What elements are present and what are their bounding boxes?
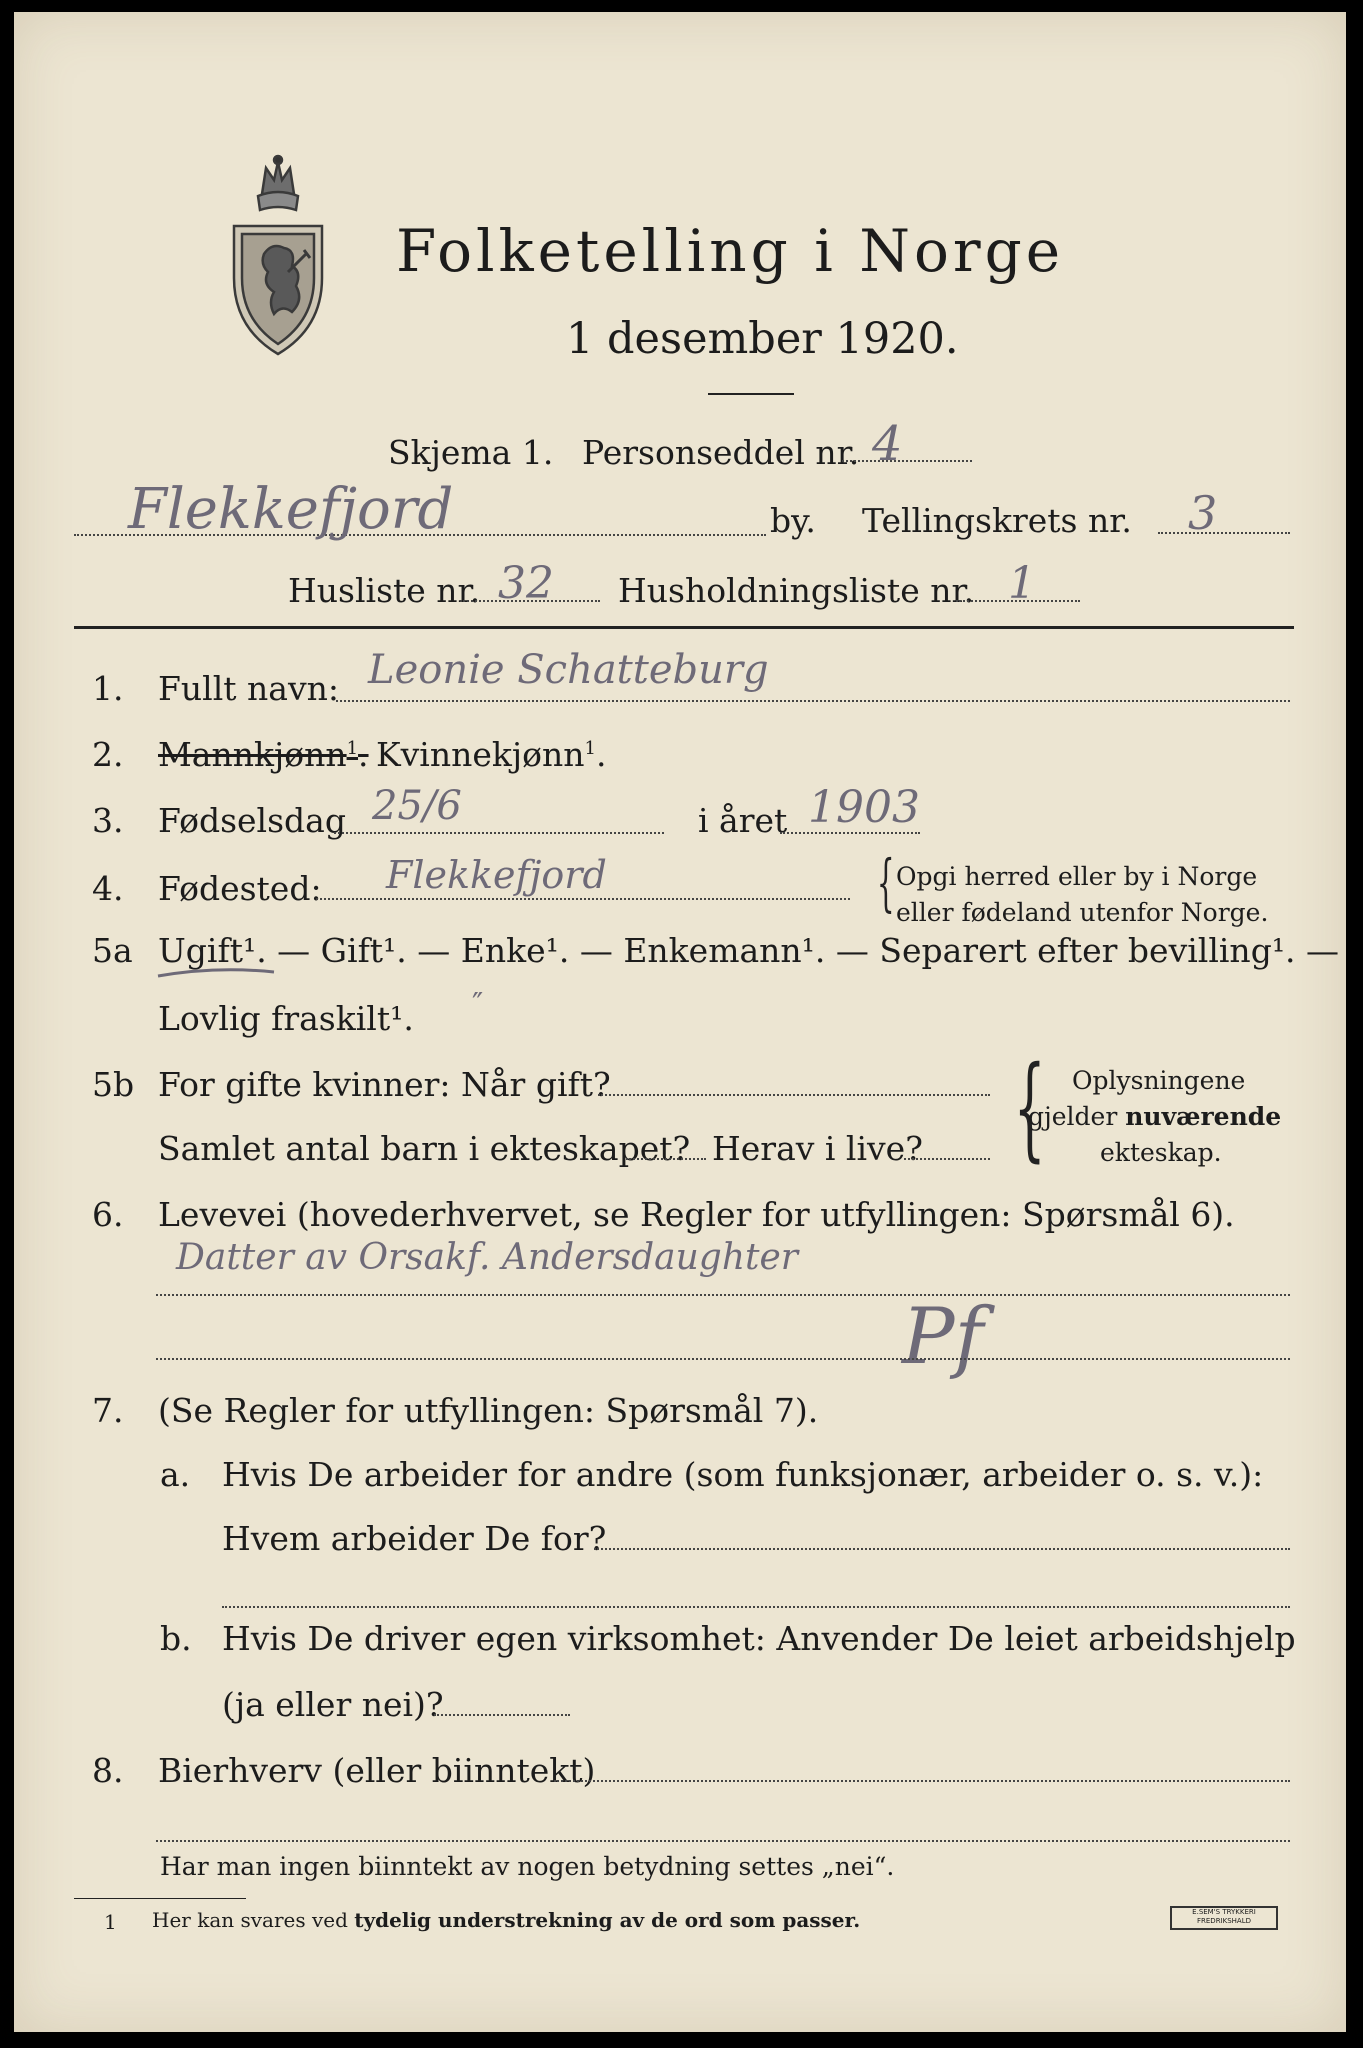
q7a-letter: a. xyxy=(160,1455,191,1494)
q3-year-label: i året xyxy=(698,801,788,840)
q5b-married-line xyxy=(598,1094,990,1096)
q8-answer-line2 xyxy=(156,1840,1290,1842)
norway-coat-of-arms-icon xyxy=(222,154,334,360)
q3-number: 3. xyxy=(92,801,124,840)
q7-label: (Se Regler for utfyllingen: Spørsmål 7). xyxy=(158,1391,819,1430)
q7a-answer-line1 xyxy=(594,1548,1290,1550)
q2-kvinne-option: Kvinnekjønn$^1$. xyxy=(376,735,607,774)
q5a-options-line2: Lovlig fraskilt¹. xyxy=(158,999,414,1038)
q5a-ditto-mark: ″ xyxy=(472,987,484,1022)
q5b-note3: ekteskap. xyxy=(1100,1138,1222,1167)
q7a-line1: Hvis De arbeider for andre (som funksjonær, arbeider o. s. v.): xyxy=(222,1455,1264,1494)
title-divider xyxy=(708,393,794,395)
q5b-note2b: nuværende xyxy=(1125,1102,1282,1131)
header-rule xyxy=(74,626,1294,629)
personseddel-line xyxy=(842,460,972,462)
form-title: Folketelling i Norge xyxy=(396,217,1065,285)
q5a-underline-mark-icon xyxy=(156,964,276,980)
husholdning-label: Husholdningsliste nr. xyxy=(618,571,975,610)
footnote-rule xyxy=(74,1898,246,1899)
q4-line xyxy=(316,898,850,900)
q4-value: Flekkefjord xyxy=(386,853,607,897)
printer-line2: FREDRIKSHALD xyxy=(1196,1917,1251,1925)
q3-value: 25/6 xyxy=(372,783,462,829)
q5b-note1: Oplysningene xyxy=(1072,1066,1246,1095)
q5b-alive-line xyxy=(904,1158,990,1160)
q8-note: Har man ingen biinntekt av nogen betydning settes „nei“. xyxy=(160,1852,895,1881)
q5b-note2a: gjelder xyxy=(1028,1102,1118,1131)
q3-year-value: 1903 xyxy=(808,782,920,833)
q6-line2 xyxy=(156,1358,1290,1360)
q5b-label3: Herav i live? xyxy=(712,1129,923,1168)
q8-number: 8. xyxy=(92,1751,124,1790)
footnote-text xyxy=(152,1910,860,1930)
printer-line1: E.SEM'S TRYKKERI xyxy=(1192,1908,1256,1916)
q4-note-line2: eller fødeland utenfor Norge. xyxy=(896,898,1269,927)
q4-number: 4. xyxy=(92,869,124,908)
q7b-letter: b. xyxy=(160,1619,192,1658)
q8-label: Bierhverv (eller biinntekt) xyxy=(158,1751,596,1790)
q1-label: Fullt navn: xyxy=(158,669,339,708)
q7b-answer-line xyxy=(434,1714,570,1716)
q1-line xyxy=(336,700,1290,702)
husholdning-value: 1 xyxy=(1008,558,1036,609)
q2-mann-option: Mannkjønn$^1$. xyxy=(158,735,369,774)
q7b-line1: Hvis De driver egen virksomhet: Anvender De leiet arbeidshjelp xyxy=(222,1619,1296,1658)
place-value: Flekkefjord xyxy=(128,477,454,542)
census-date: 1 desember 1920. xyxy=(566,314,959,364)
q6-initials: Pf xyxy=(902,1292,984,1382)
q5a-options-line1: Ugift¹. — Gift¹. — Enke¹. — Enkemann¹. — Separert efter bevilling¹. — xyxy=(158,931,1340,970)
husliste-label: Husliste nr. xyxy=(288,571,481,610)
q6-number: 6. xyxy=(92,1195,124,1234)
skjema-label: Skjema 1. xyxy=(388,433,554,472)
q1-number: 1. xyxy=(92,669,124,708)
footnote-plain: Her kan svares ved xyxy=(152,1908,348,1932)
q7b-line2: (ja eller nei)? xyxy=(222,1685,444,1724)
q5b-brace: { xyxy=(1013,1043,1046,1173)
q6-label: Levevei (hovederhvervet, se Regler for utfyllingen: Spørsmål 6). xyxy=(158,1195,1235,1234)
q5b-number: 5b xyxy=(92,1065,135,1104)
q4-note-line1: Opgi herred eller by i Norge xyxy=(896,862,1258,891)
q8-answer-line1 xyxy=(554,1780,1290,1782)
personseddel-value: 4 xyxy=(872,416,903,472)
husliste-value: 32 xyxy=(498,558,554,609)
q6-value: Datter av Orsakf. Andersdaughter xyxy=(176,1237,798,1278)
footnote-bold: tydelig understrekning av de ord som passer. xyxy=(354,1908,861,1932)
q6-line1 xyxy=(156,1294,1290,1296)
personseddel-label: Personseddel nr. xyxy=(582,433,860,472)
q5b-children-line xyxy=(626,1158,706,1160)
q5b-label1: For gifte kvinner: Når gift? xyxy=(158,1065,611,1104)
q2-number: 2. xyxy=(92,735,124,774)
q2-mann-label: Mannkjønn xyxy=(158,735,347,774)
footnote-mark: 1 xyxy=(104,1910,117,1934)
q3-label: Fødselsdag xyxy=(158,801,346,840)
q7-number: 7. xyxy=(92,1391,124,1430)
printer-stamp xyxy=(1170,1906,1278,1930)
q4-label: Fødested: xyxy=(158,869,322,908)
q7a-line2: Hvem arbeider De for? xyxy=(222,1519,607,1558)
q1-value: Leonie Schatteburg xyxy=(368,647,769,693)
q2-kvinne-label: Kvinnekjønn xyxy=(376,735,585,774)
tellingskrets-label: Tellingskrets nr. xyxy=(862,501,1132,540)
q5b-note2 xyxy=(1028,1104,1281,1129)
by-label: by. xyxy=(770,501,816,540)
q4-brace: { xyxy=(876,846,895,919)
q5b-label2: Samlet antal barn i ekteskapet? xyxy=(158,1129,691,1168)
tellingskrets-value: 3 xyxy=(1188,486,1218,540)
q3-day-line xyxy=(334,832,664,834)
q5a-number: 5a xyxy=(92,931,133,970)
q7a-answer-line2 xyxy=(222,1606,1290,1608)
tellingskrets-line xyxy=(1158,532,1290,534)
